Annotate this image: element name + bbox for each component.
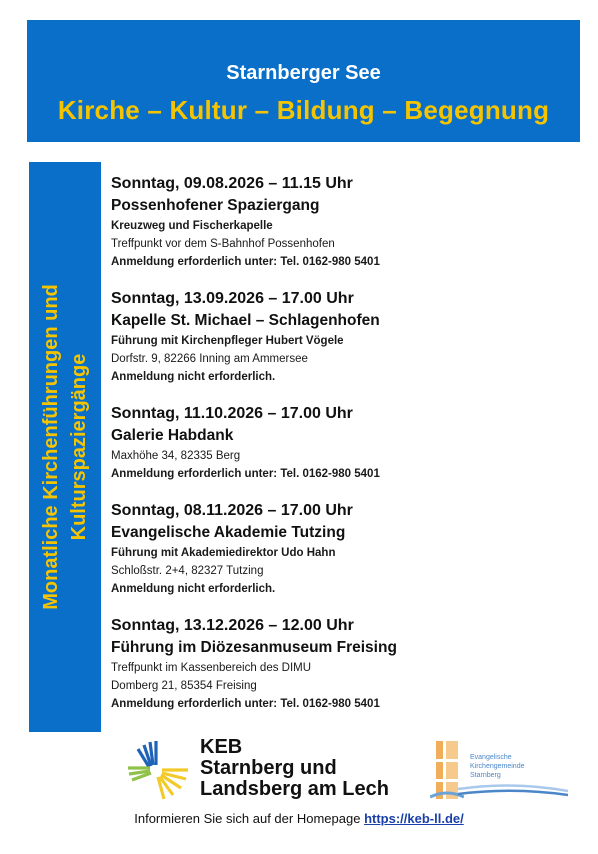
event-date: Sonntag, 13.09.2026 – 17.00 Uhr (111, 290, 354, 307)
sidebar-banner (29, 162, 101, 732)
homepage-link[interactable]: https://keb-ll.de/ (364, 811, 464, 826)
event-detail: Treffpunkt im Kassenbereich des DIMU (111, 662, 312, 674)
keb-logo-line: Starnberg und (200, 757, 337, 779)
header-subtitle: Starnberger See (226, 62, 381, 84)
event-detail: Führung mit Kirchenpfleger Hubert Vögele (111, 335, 344, 347)
keb-logo-line: Landsberg am Lech (200, 778, 389, 800)
keb-logo-text (200, 737, 389, 800)
header-title: Kirche – Kultur – Bildung – Begegnung (57, 95, 550, 125)
event-detail: Domberg 21, 85354 Freising (111, 680, 257, 692)
footer-text: Informieren Sie sich auf der Homepage (134, 811, 361, 826)
event-item (111, 614, 581, 713)
sidebar-line-2: Kulturspaziergänge (68, 353, 90, 541)
event-registration: Anmeldung nicht erforderlich. (111, 371, 276, 383)
event-name: Possenhofener Spaziergang (111, 197, 320, 214)
evk-logo-line: Evangelische (470, 754, 512, 761)
event-detail: Schloßstr. 2+4, 82327 Tutzing (111, 565, 264, 577)
event-name: Galerie Habdank (111, 427, 234, 444)
event-item (111, 287, 581, 386)
event-detail: Maxhöhe 34, 82335 Berg (111, 450, 241, 462)
keb-logo-line: KEB (200, 736, 243, 758)
event-detail: Treffpunkt vor dem S-Bahnhof Possenhofen (111, 238, 335, 250)
header-banner (27, 20, 580, 142)
event-date: Sonntag, 09.08.2026 – 11.15 Uhr (111, 175, 353, 192)
evk-logo-line: Starnberg (470, 772, 501, 779)
event-registration: Anmeldung erforderlich unter: Tel. 0162-980 5401 (111, 698, 380, 710)
event-name: Führung im Diözesanmuseum Freising (111, 639, 397, 656)
wave-decoration-icon (458, 783, 568, 799)
event-registration: Anmeldung erforderlich unter: Tel. 0162-980 5401 (111, 468, 380, 480)
event-item (111, 402, 581, 483)
evk-logo-line: Kirchengemeinde (470, 763, 525, 770)
event-list (111, 172, 581, 729)
event-item (111, 499, 581, 598)
evk-logo-text (470, 753, 524, 780)
event-item (111, 172, 581, 271)
event-detail: Führung mit Akademiedirektor Udo Hahn (111, 547, 336, 559)
logo-row (0, 735, 598, 807)
sidebar-vertical-title (37, 284, 93, 610)
sidebar-line-1: Monatliche Kirchenführungen und (40, 284, 62, 610)
footer (0, 811, 598, 826)
event-date: Sonntag, 13.12.2026 – 12.00 Uhr (111, 617, 354, 634)
event-date: Sonntag, 08.11.2026 – 17.00 Uhr (111, 502, 353, 519)
event-name: Kapelle St. Michael – Schlagenhofen (111, 312, 380, 329)
event-detail: Dorfstr. 9, 82266 Inning am Ammersee (111, 353, 308, 365)
event-date: Sonntag, 11.10.2026 – 17.00 Uhr (111, 405, 353, 422)
keb-sunburst-icon (126, 737, 192, 801)
event-detail: Kreuzweg und Fischerkapelle (111, 220, 273, 232)
event-name: Evangelische Akademie Tutzing (111, 524, 346, 541)
event-registration: Anmeldung erforderlich unter: Tel. 0162-980 5401 (111, 256, 380, 268)
event-registration: Anmeldung nicht erforderlich. (111, 583, 276, 595)
